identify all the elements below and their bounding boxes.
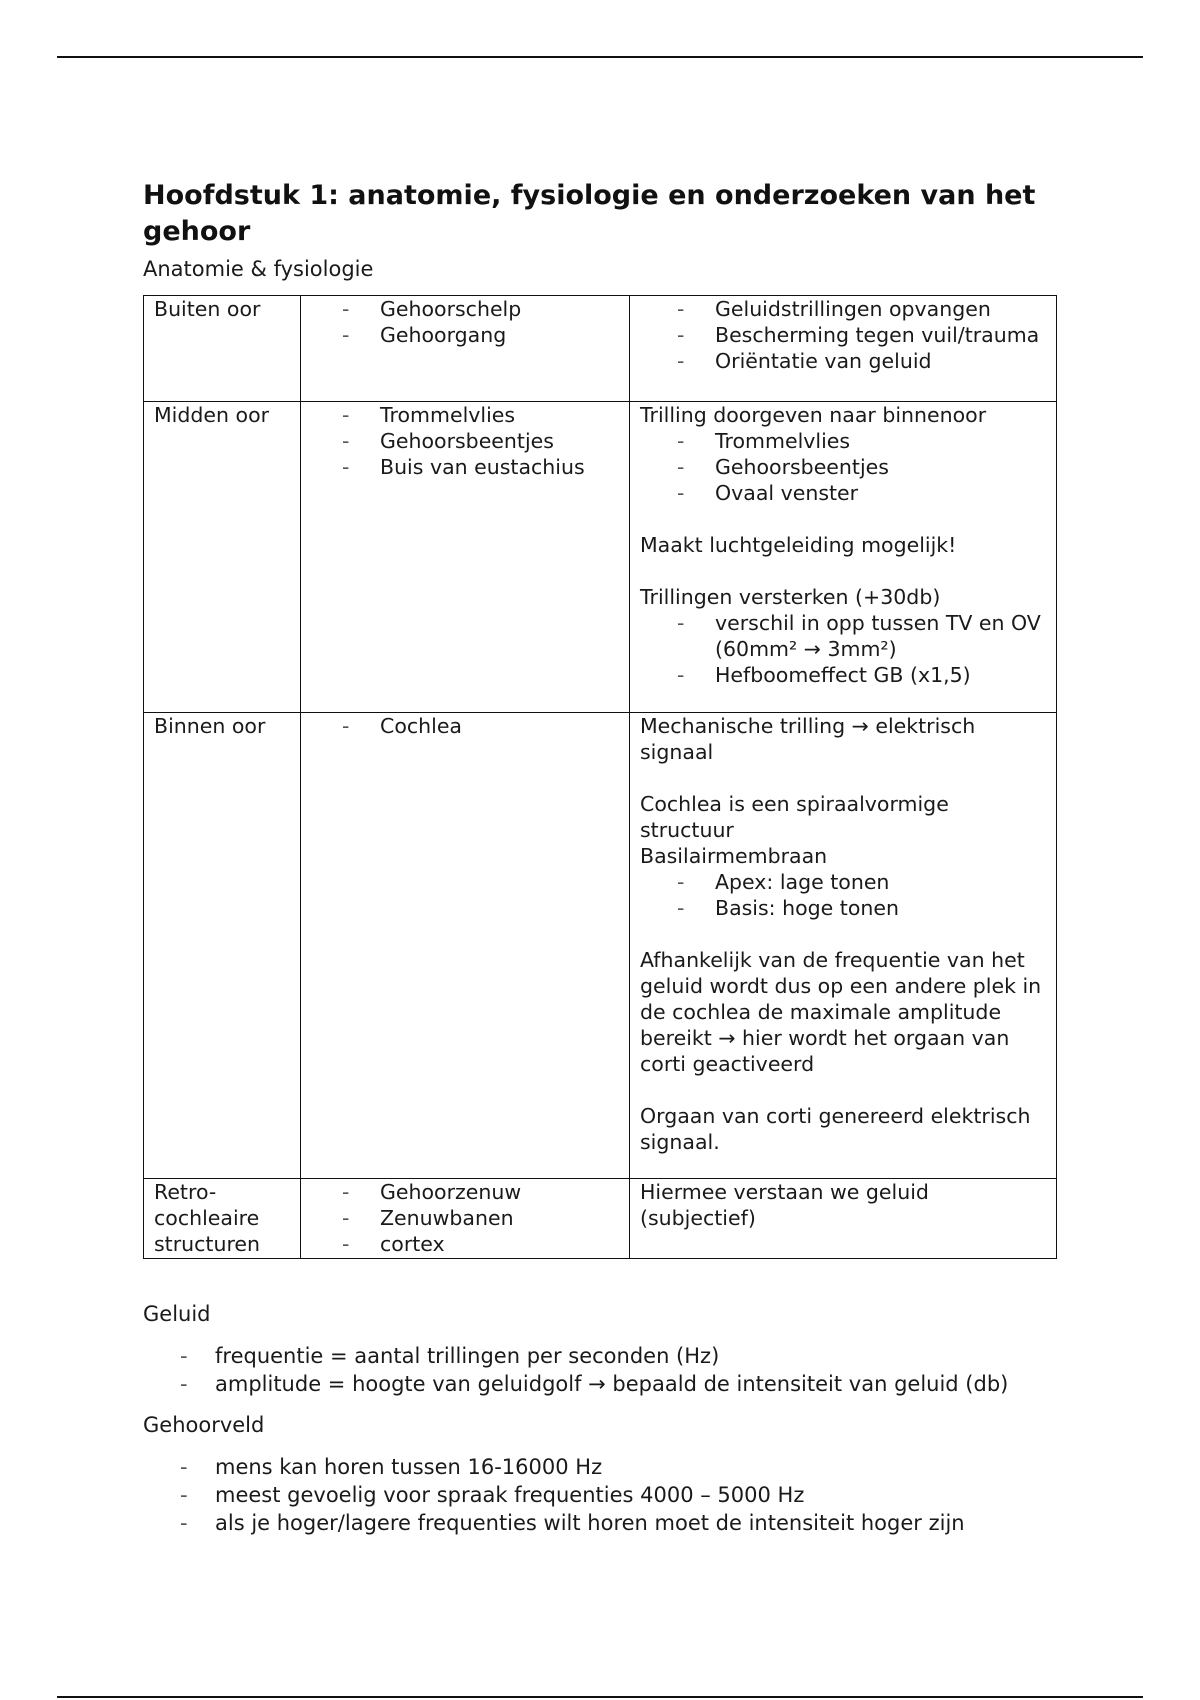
function-cell xyxy=(630,402,1057,713)
part-cell: Retro-cochleaire structuren xyxy=(144,1179,301,1259)
function-cell: Hiermee verstaan we geluid (subjectief) xyxy=(630,1179,1057,1259)
function-note: Maakt luchtgeleiding mogelijk! xyxy=(640,533,957,557)
header-rule xyxy=(57,56,1143,58)
function-cell xyxy=(630,296,1057,402)
geluid-list xyxy=(143,1342,1063,1398)
list-item: - Gehoorsbeentjes xyxy=(342,428,619,454)
list-item: - verschil in opp tussen TV en OV (60mm² → 3mm²) xyxy=(677,610,1046,662)
list-item: - Gehoorsbeentjes xyxy=(677,454,1046,480)
list-item: - Gehoorzenuw xyxy=(342,1179,619,1205)
part-cell: Midden oor xyxy=(144,402,301,713)
anatomy-table xyxy=(143,295,1057,1259)
section-heading-gehoorveld: Gehoorveld xyxy=(143,1413,265,1437)
list-item: - Apex: lage tonen xyxy=(677,869,1046,895)
structures-cell xyxy=(301,296,630,402)
list-item: - amplitude = hoogte van geluidgolf → bepaald de intensiteit van geluid (db) xyxy=(180,1370,1063,1398)
table-row xyxy=(144,1179,1057,1259)
list-item: - Cochlea xyxy=(342,713,619,739)
gehoorveld-list xyxy=(143,1453,1063,1537)
structures-cell xyxy=(301,402,630,713)
function-cell xyxy=(630,713,1057,1179)
list-item: - Bescherming tegen vuil/trauma xyxy=(677,322,1046,348)
section-heading-geluid: Geluid xyxy=(143,1302,211,1326)
function-paragraph: Cochlea is een spiraalvormige structuur xyxy=(640,792,949,842)
function-paragraph: Basilairmembraan xyxy=(640,844,828,868)
function-paragraph: Afhankelijk van de frequentie van het geluid wordt dus op een andere plek in de cochlea de maximale amplitude bereikt → hier wordt het orgaan van corti geactiveerd xyxy=(640,948,1042,1076)
table-row xyxy=(144,402,1057,713)
list-item: - Trommelvlies xyxy=(677,428,1046,454)
list-item: - mens kan horen tussen 16-16000 Hz xyxy=(180,1453,1063,1481)
structures-cell xyxy=(301,1179,630,1259)
page-title: Hoofdstuk 1: anatomie, fysiologie en onderzoeken van het gehoor xyxy=(143,180,1036,247)
table-row xyxy=(144,713,1057,1179)
list-item: - frequentie = aantal trillingen per seconden (Hz) xyxy=(180,1342,1063,1370)
list-item: - cortex xyxy=(342,1231,619,1257)
list-item: - Oriëntatie van geluid xyxy=(677,348,1046,374)
list-item: - Trommelvlies xyxy=(342,402,619,428)
table-row xyxy=(144,296,1057,402)
page-content xyxy=(143,178,1063,1537)
list-item: - Gehoorschelp xyxy=(342,296,619,322)
function-intro: Trilling doorgeven naar binnenoor xyxy=(640,403,987,427)
list-item: - als je hoger/lagere frequenties wilt horen moet de intensiteit hoger zijn xyxy=(180,1509,1063,1537)
list-item: - meest gevoelig voor spraak frequenties 4000 – 5000 Hz xyxy=(180,1481,1063,1509)
list-item: - Zenuwbanen xyxy=(342,1205,619,1231)
list-item: - Ovaal venster xyxy=(677,480,1046,506)
part-cell: Binnen oor xyxy=(144,713,301,1179)
function-paragraph: Mechanische trilling → elektrisch signaal xyxy=(640,714,976,764)
list-item: - Gehoorgang xyxy=(342,322,619,348)
function-amp-title: Trillingen versterken (+30db) xyxy=(640,585,941,609)
list-item: - Basis: hoge tonen xyxy=(677,895,1046,921)
part-cell: Buiten oor xyxy=(144,296,301,402)
list-item: - Buis van eustachius xyxy=(342,454,619,480)
footer-rule xyxy=(57,1696,1143,1698)
structures-cell xyxy=(301,713,630,1179)
section-subtitle: Anatomie & fysiologie xyxy=(143,257,374,281)
list-item: - Geluidstrillingen opvangen xyxy=(677,296,1046,322)
function-paragraph: Orgaan van corti genereerd elektrisch signaal. xyxy=(640,1104,1031,1154)
list-item: - Hefboomeffect GB (x1,5) xyxy=(677,662,1046,688)
